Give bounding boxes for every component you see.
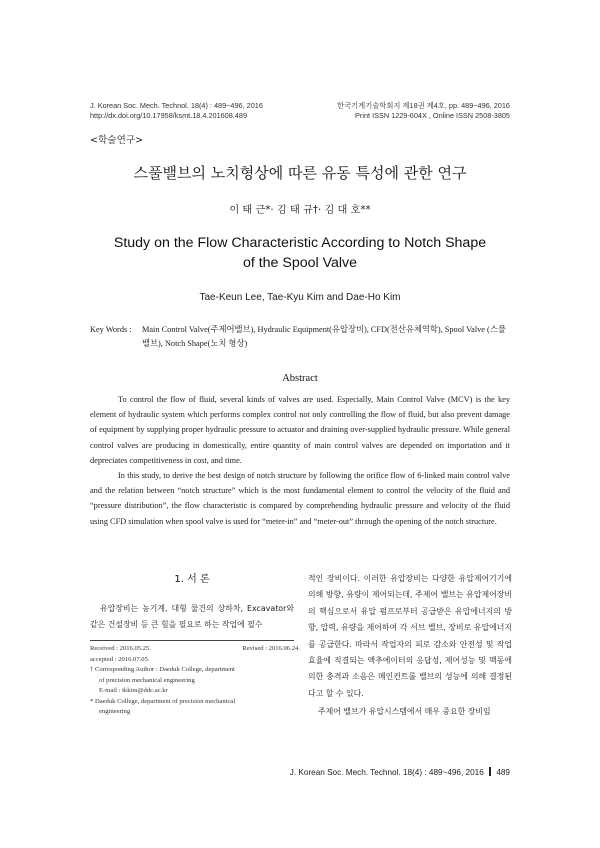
abstract-heading: Abstract xyxy=(282,373,318,384)
revised-date: Revised : 2016.06.24. xyxy=(242,645,300,652)
journal-citation-ko: 한국기계기술학회지 제18권 제4호, pp. 489~496, 2016 xyxy=(337,101,510,110)
page-footer xyxy=(290,767,510,777)
page-number: 489 xyxy=(496,768,510,777)
article-category: <학술연구> xyxy=(90,135,144,146)
author-affiliation: * Daeduk College, department of precision mechanical xyxy=(90,697,236,705)
body-paragraph: 유압장비는 농기계, 대형 물건의 상하차, Excavator와 같은 건설장비 등 큰 힘을 필요로 하는 작업에 필수 xyxy=(90,604,294,630)
footnote-divider xyxy=(90,640,294,641)
title-english xyxy=(0,234,600,273)
corresponding-affiliation: of precision mechanical engineering xyxy=(99,676,195,684)
received-date: Received : 2016.05.25. xyxy=(90,645,151,652)
title-english-line2: of the Spool Valve xyxy=(242,254,358,271)
footer-separator xyxy=(489,767,491,776)
title-korean: 스풀밸브의 노치형상에 따른 유동 특성에 관한 연구 xyxy=(133,164,467,182)
keywords-text: Main Control Valve(주제어밸브), Hydraulic Equipment(유압장비), CFD(전산유체역학), Spool Valve (스풀 밸브), Notch Shape(노치 형상) xyxy=(142,325,506,348)
right-column xyxy=(308,571,512,721)
keywords-label: Key Words : xyxy=(90,325,132,334)
abstract-body xyxy=(90,392,510,529)
author-email[interactable]: E-mail : tkkim@ddc.ac.kr xyxy=(99,687,168,694)
journal-citation: J. Korean Soc. Mech. Technol. 18(4) : 489~496, 2016 xyxy=(90,101,263,110)
journal-header-right xyxy=(337,101,510,121)
footnote-dates xyxy=(90,644,300,655)
body-paragraph: 적인 장비이다. 이러한 유압장비는 다양한 유압제어기기에 의해 방향, 유량이 제어되는데, 주제어 밸브는 유압제어장비의 핵심으로서 유압 펌프로부터 공급받은 유압에너지의 방향, 압력, 유량을 제어하여 각 서브 밸브, 장비로 유압에너지를 공급한다. 따라서 작업자의 피로 감소와 안전성 및 작업 효율에 직결되는 액추에이터의 응답성, 제어성능 및 맥동에 의한 충격과 소음은 메인컨트롤 밸브의 성능에 의해 결정된다고 할 수 있다. xyxy=(308,574,512,698)
authors-korean: 이 태 근*· 김 태 규†· 김 대 호** xyxy=(229,205,371,216)
journal-header-left xyxy=(90,101,263,121)
keywords-block xyxy=(90,323,510,351)
abstract-paragraph: In this study, to derive the best design of notch structure by following the orifice flow of 6-linked main control valve and the relation between “notch structure” which is the most fundamental element to control the velocity of the fluid and “pressure distribution”, the flow characteristic is compared by comprehending hydraulic pressure and velocity of the fluid using CFD simulation when spool valve is used for “meter-in” and “meter-out” through the opening of the notch structure. xyxy=(90,471,510,526)
title-english-line1: Study on the Flow Characteristic According to Notch Shape xyxy=(113,235,487,251)
left-column xyxy=(90,570,294,634)
corresponding-author: † Corresponding Author : Daeduk College, department xyxy=(90,666,235,673)
body-paragraph: 주제어 밸브가 유압시스템에서 매우 중요한 장비임 xyxy=(318,707,491,717)
section-heading: 1. 서 론 xyxy=(174,574,210,585)
doi-link[interactable]: http://dx.doi.org/10.17958/ksmt.18.4.201608.489 xyxy=(90,111,247,120)
accepted-date: accepted : 2016.07.05. xyxy=(90,655,150,663)
issn-info: Print ISSN 1229-604X , Online ISSN 2508-3805 xyxy=(355,111,510,120)
footer-citation: J. Korean Soc. Mech. Technol. 18(4) : 489~496, 2016 xyxy=(289,768,484,777)
author-affiliation-cont: engineering xyxy=(99,708,131,715)
authors-english: Tae-Keun Lee, Tae-Kyu Kim and Dae-Ho Kim xyxy=(199,292,401,303)
abstract-paragraph: To control the flow of fluid, several kinds of valves are used. Especially, Main Control Valve (MCV) is the key element of hydraulic system which performs complex control not only controlling the flow of fluid, but also prevent damage of equipment by supplying proper hydraulic pressure to actuator and draining over-supplied hydraulic pressure. While general control valves are producing in domestically, entire quantity of main control valves are depended on importation and it depreciates competitiveness in cost, and time. xyxy=(90,395,510,465)
footnotes xyxy=(90,644,300,718)
